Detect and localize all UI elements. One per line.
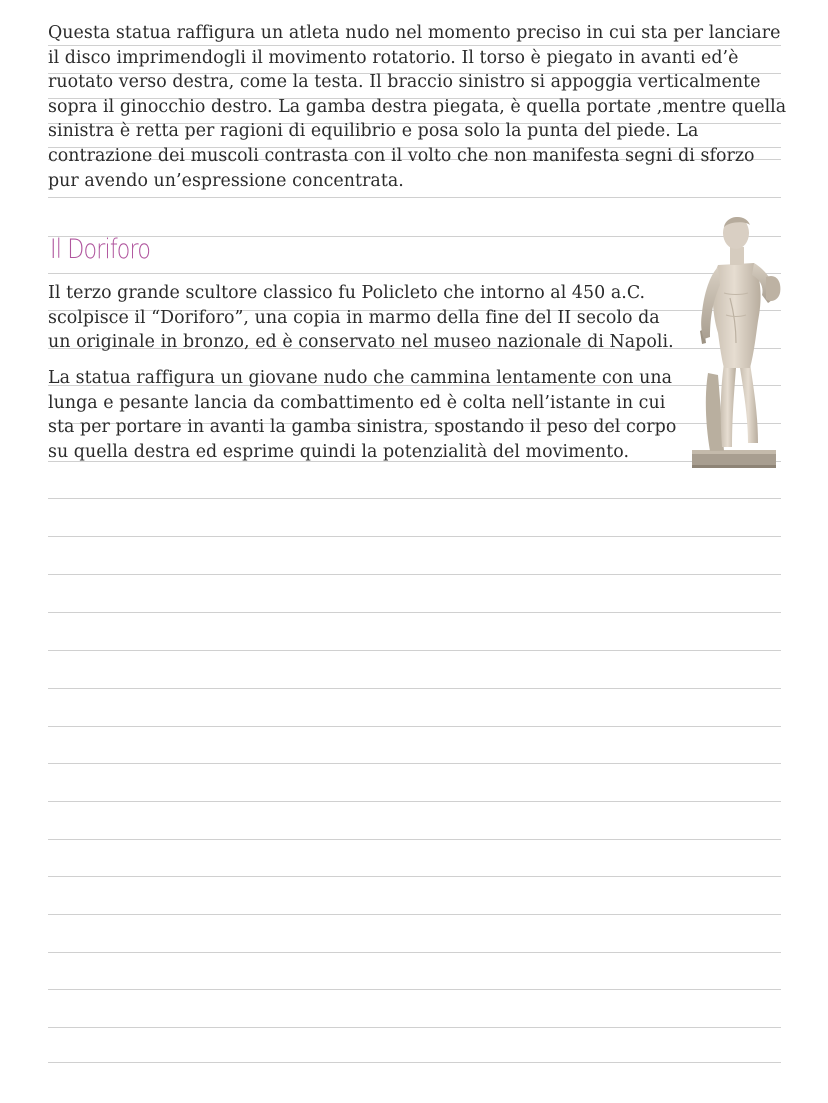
text-line: il disco imprimendogli il movimento rotatorio. Il torso è piegato in avanti ed’è bbox=[48, 47, 739, 68]
rule-line bbox=[48, 839, 781, 840]
text-line: su quella destra ed esprime quindi la potenzialità del movimento. bbox=[48, 441, 630, 462]
rule-line bbox=[48, 688, 781, 689]
doryphoros-statue-image bbox=[690, 203, 786, 469]
rule-line bbox=[48, 236, 781, 237]
rule-line bbox=[48, 273, 781, 274]
doriforo-paragraph-2 bbox=[48, 366, 678, 464]
intro-paragraph bbox=[48, 21, 788, 193]
rule-line bbox=[48, 989, 781, 990]
rule-line bbox=[48, 574, 781, 575]
text-line: sinistra è retta per ragioni di equilibrio e posa solo la punta del piede. La bbox=[48, 121, 699, 142]
rule-line bbox=[48, 536, 781, 537]
rule-line bbox=[48, 650, 781, 651]
text-line: pur avendo un’espressione concentrata. bbox=[48, 170, 404, 191]
text-line: lunga e pesante lancia da combattimento ed è colta nell’istante in cui bbox=[48, 392, 666, 413]
rule-line bbox=[48, 1062, 781, 1063]
text-line: Questa statua raffigura un atleta nudo nel momento preciso in cui sta per lanciare bbox=[48, 23, 781, 43]
rule-line bbox=[48, 1027, 781, 1028]
rule-line bbox=[48, 801, 781, 802]
text-line: La statua raffigura un giovane nudo che cammina lentamente con una bbox=[48, 368, 673, 388]
text-line: contrazione dei muscoli contrasta con il volto che non manifesta segni di sforzo bbox=[48, 145, 755, 166]
rule-line bbox=[48, 763, 781, 764]
rule-line bbox=[48, 498, 781, 499]
rule-line bbox=[48, 914, 781, 915]
text-line: ruotato verso destra, come la testa. Il braccio sinistro si appoggia verticalmente bbox=[48, 72, 761, 93]
text-line: un originale in bronzo, ed è conservato nel museo nazionale di Napoli. bbox=[48, 332, 674, 353]
rule-line bbox=[48, 952, 781, 953]
rule-line bbox=[48, 726, 781, 727]
rule-line bbox=[48, 197, 781, 198]
text-line: scolpisce il “Doriforo”, una copia in marmo della fine del II secolo da bbox=[48, 307, 660, 328]
text-line: sopra il ginocchio destro. La gamba destra piegata, è quella portate ,mentre quella bbox=[48, 96, 787, 117]
text-line: sta per portare in avanti la gamba sinistra, spostando il peso del corpo bbox=[48, 417, 677, 438]
text-line: Il terzo grande scultore classico fu Policleto che intorno al 450 a.C. bbox=[48, 283, 646, 303]
rule-line bbox=[48, 612, 781, 613]
doriforo-paragraph-1 bbox=[48, 281, 678, 355]
section-title: Il Doriforo bbox=[50, 234, 151, 265]
rule-line bbox=[48, 876, 781, 877]
